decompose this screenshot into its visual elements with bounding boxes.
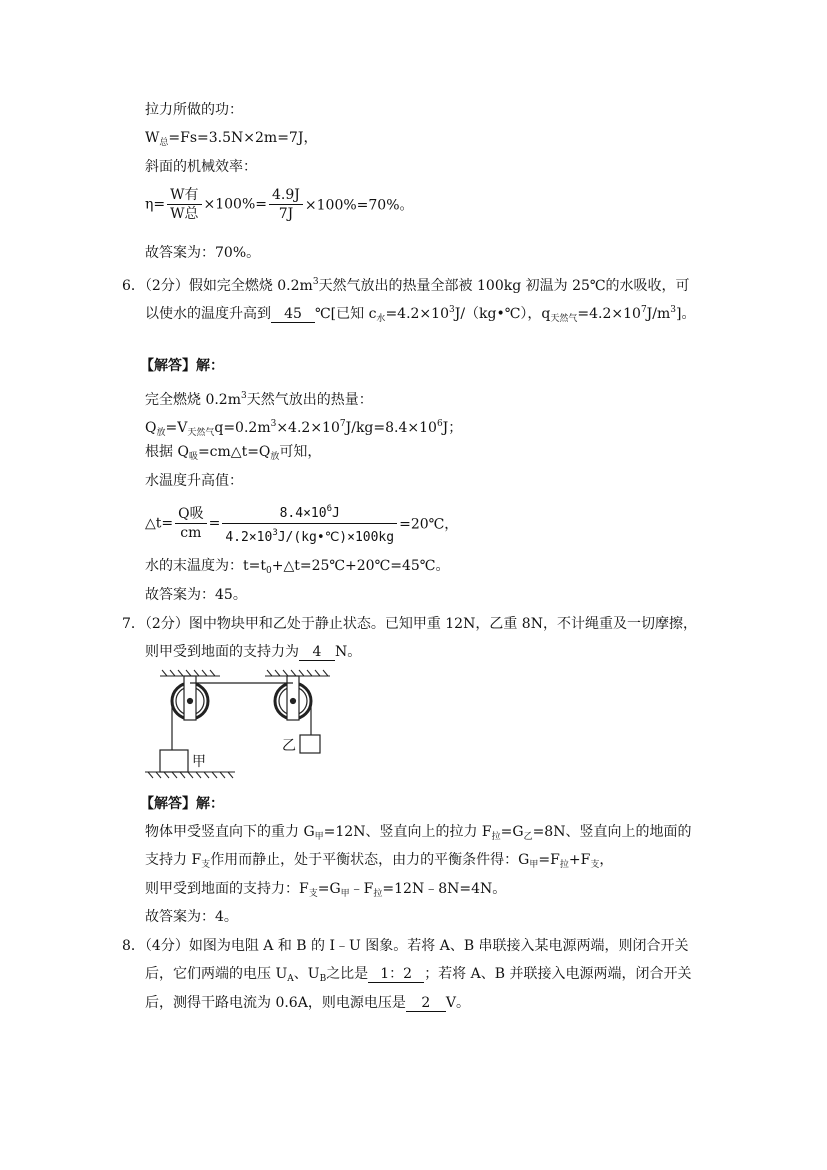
solution-heading-7: 【解答】解：	[140, 796, 224, 812]
efficiency-formula: η= $\frac{\text{W有}}{\text{W总}}$ ×100%= $\frac{4.9J}{7J}$ ×100%=70%。	[145, 187, 414, 222]
work-label: 拉力所做的功：	[145, 102, 243, 118]
question-6-line1: 6．（2分）假如完全燃烧 $0.2m^3$天然气放出的热量全部被 100kg 初温为 25℃的水吸收，可	[122, 277, 690, 294]
answer-blank-7: 4	[299, 644, 335, 661]
answer-6: 故答案为：45。	[145, 587, 247, 603]
solution-6-line4: 水温度升高值：	[145, 473, 243, 489]
answer-blank-8a: 1：2	[368, 966, 424, 983]
solution-6-line1: 完全燃烧 $0.2m^3$天然气放出的热量：	[145, 391, 373, 408]
question-8-line1: 8．（4分）如图为电阻 A 和 B 的 I﹣U 图象。若将 A、B 串联接入某电源两端，则闭合开关	[122, 938, 689, 954]
question-7-line2: 则甲受到地面的支持力为 4 N。	[145, 644, 362, 660]
efficiency-label: 斜面的机械效率：	[145, 159, 257, 175]
ceiling-left	[160, 670, 220, 676]
pulley-diagram	[140, 668, 340, 783]
label-jia: 甲	[192, 754, 206, 770]
solution-6-line2: $Q_放=V_{天然气}q=0.2m^3\times 4.2\times 10^7J/kg=8.4\times 10^6J$；	[145, 419, 463, 438]
solution-7-line2: 支持力 $F_支$作用而静止，处于平衡状态，由力的平衡条件得：$G_甲=F_拉+F_支$，	[145, 852, 614, 870]
solution-heading-6: 【解答】解：	[140, 358, 224, 374]
answer-5: 故答案为：70%。	[145, 245, 261, 261]
solution-7-line3: 则甲受到地面的支持力：$F_支=G_甲﹣F_拉=12N﹣8N=4N$。	[145, 881, 507, 899]
block-jia	[160, 750, 188, 772]
temperature-formula: △t= $\frac{\text{Q吸}}{cm}$ = $\frac{8.4\times 10^6J}{4.2\times 10^3J/(kg•℃)\times 100kg}$ =20℃，	[145, 500, 458, 547]
question-6-line2: 以使水的温度升高到 45 ℃[已知 $c_水=4.2\times 10^3J/(kg•℃)$，$q_{天然气}=4.2\times 10^7J/m^3$]。	[145, 305, 696, 324]
question-8-line2: 后，它们两端的电压 $U_A$、$U_B$之比是 1：2 ；若将 A、B 并联接入电源两端，闭合开关	[145, 966, 692, 984]
block-yi	[300, 735, 320, 753]
solution-6-line3: 根据 $Q_吸=cm\triangle t=Q_放$可知，	[145, 444, 322, 462]
answer-7: 故答案为：4。	[145, 909, 238, 925]
answer-blank-6: 45	[271, 306, 315, 323]
work-formula: $W_总=Fs=3.5N\times 2m=7J$，	[145, 130, 318, 148]
solution-6-line5: 水的末温度为：$t=t_0+\triangle t=25℃+20℃=45℃$。	[145, 558, 450, 576]
label-yi: 乙	[282, 738, 296, 754]
ground	[145, 772, 235, 778]
solution-7-line1: 物体甲受竖直向下的重力 $G_甲=12N$、竖直向上的拉力 $F_拉=G_乙=8N$、竖直向上的地面的	[145, 824, 692, 842]
question-8-line3: 后，测得干路电流为 0.6A，则电源电压是 2 V。	[145, 995, 470, 1011]
answer-blank-8b: 2	[406, 995, 446, 1012]
ceiling-right	[265, 670, 330, 676]
question-7-line1: 7．（2分）图中物块甲和乙处于静止状态。已知甲重 12N，乙重 8N，不计绳重及一切摩擦，	[122, 616, 697, 632]
